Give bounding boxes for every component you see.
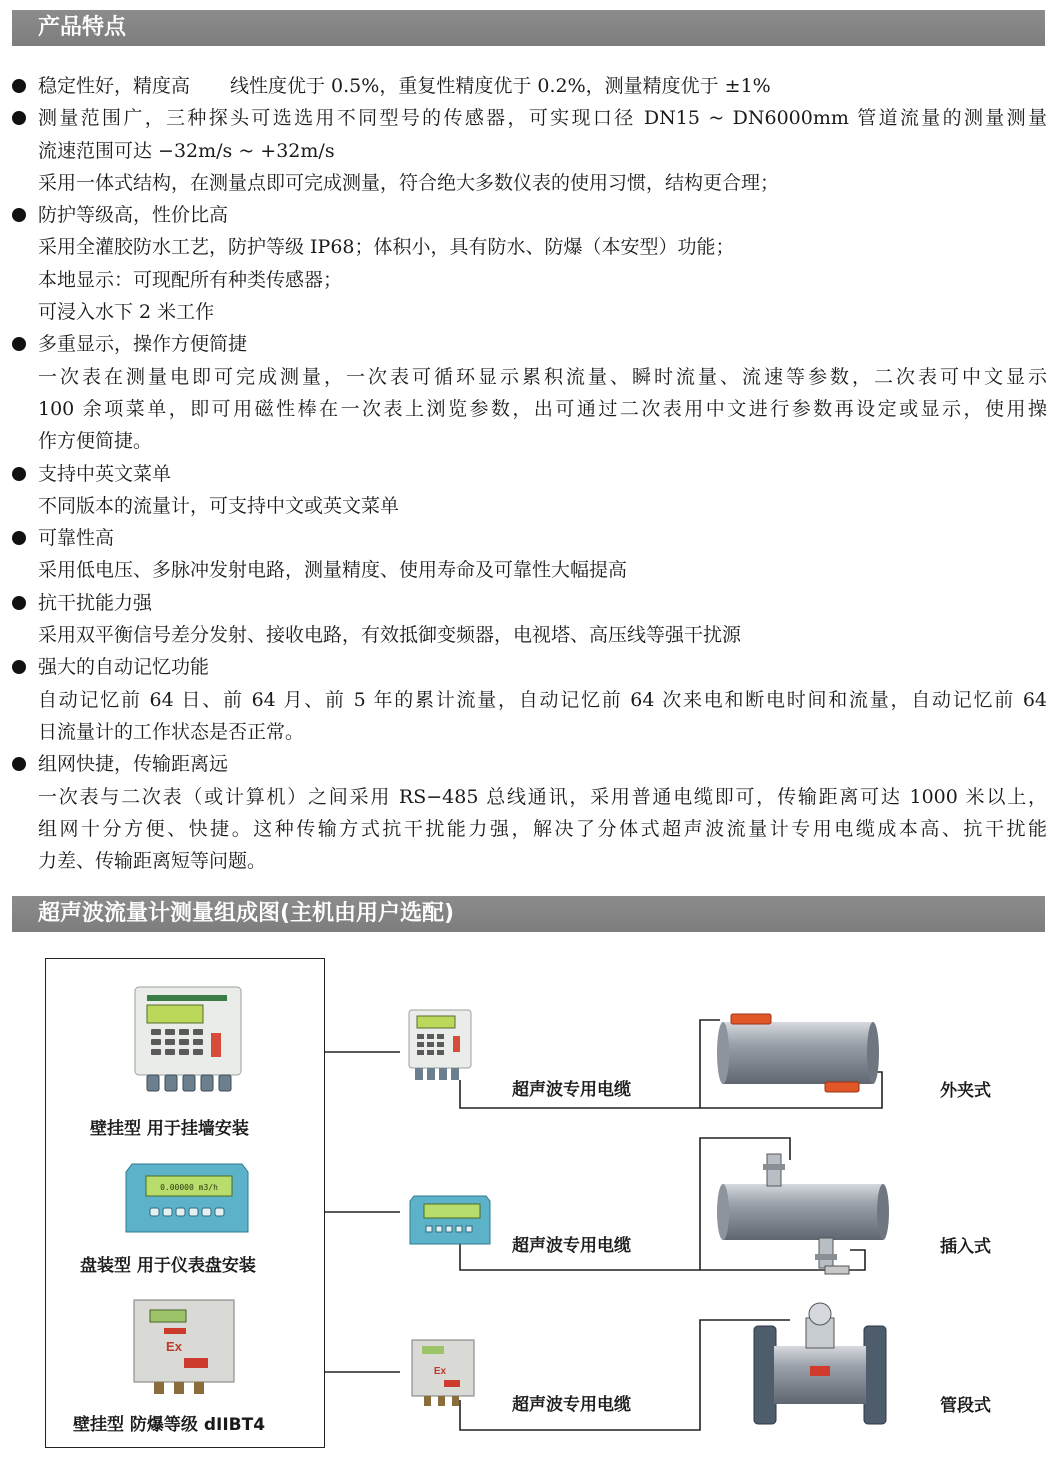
cable-label: 超声波专用电缆 [512,1395,631,1415]
explosion-proof-meter-small [410,1338,476,1410]
feature-detail: 采用一体式结构，在测量点即可完成测量，符合绝大多数仪表的使用习惯，结构更合理； [38,171,780,194]
feature-detail: 线性度优于 0.5%，重复性精度优于 0.2%，测量精度优于 ±1% [230,75,771,97]
feature-detail: 采用全灌胶防水工艺，防护等级 IP68；体积小，具有防水、防爆（本安型）功能； [38,236,735,259]
section-title: 产品特点 [38,15,127,40]
feature-detail: 不同版本的流量计，可支持中文或英文菜单 [38,494,400,517]
cable-label: 超声波专用电缆 [512,1236,631,1256]
feature-detail: 流速范围可达 −32m/s ~ +32m/s [38,139,335,162]
feature-title: 稳定性好，精度高 [38,75,191,97]
feature-heading: 测量范围广，三种探头可选选用不同型号的传感器，可实现口径 DN15 ~ DN6000mm 管道流量的测量测量 [12,102,1047,134]
feature-heading: 可靠性高 [12,522,1047,554]
explosion-proof-caption: 壁挂型 防爆等级 dIIBT4 [73,1415,266,1435]
inline-type-label: 管段式 [940,1396,991,1416]
section-title: 超声波流量计测量组成图(主机由用户选配) [38,901,455,926]
ex-mark: Ex [166,1339,182,1354]
wall-mount-meter-small [407,1008,473,1084]
feature-detail: 组网十分方便、快捷。这种传输方式抗干扰能力强，解决了分体式超声波流量计专用电缆成本高、抗干扰能 [38,817,1047,840]
feature-heading [12,70,1047,102]
feature-heading: 支持中英文菜单 [12,458,1047,490]
section-header-diagram [12,896,1045,932]
feature-detail: 日流量计的工作状态是否正常。 [38,720,305,743]
cable-label: 超声波专用电缆 [512,1080,631,1100]
feature-detail: 100 余项菜单，即可用磁性棒在一次表上浏览参数，出可通过二次表用中文进行参数再设定或显示，使用操 [38,397,1047,420]
insertion-type-label: 插入式 [940,1237,991,1257]
feature-list [12,70,1047,877]
panel-meter-image [122,1158,252,1238]
feature-detail: 采用低电压、多脉冲发射电路，测量精度、使用寿命及可靠性大幅提高 [38,559,628,582]
feature-detail: 采用双平衡信号差分发射、接收电路，有效抵御变频器，电视塔、高压线等强干扰源 [38,624,742,647]
clamp-on-pipe-image [715,1008,895,1098]
ex-mark-small: Ex [433,1366,447,1377]
wall-mount-meter-image [133,985,243,1100]
clamp-on-type-label: 外夹式 [940,1081,991,1101]
feature-heading: 防护等级高，性价比高 [12,199,1047,231]
feature-detail: 一次表与二次表（或计算机）之间采用 RS−485 总线通讯，采用普通电缆即可，传输距离可达 1000 米以上， [38,785,1047,808]
feature-detail: 作方便简捷。 [38,430,153,453]
feature-heading: 多重显示，操作方便简捷 [12,328,1047,360]
feature-detail: 可浸入水下 2 米工作 [38,301,215,324]
panel-meter-small [408,1192,492,1248]
feature-detail: 力差、传输距离短等问题。 [38,850,267,873]
insertion-pipe-image [715,1150,895,1280]
section-header-features [12,10,1045,46]
feature-detail: 一次表在测量电即可完成测量，一次表可循环显示累积流量、瞬时流量、流速等参数，二次表可中文显示 [38,365,1047,388]
feature-heading: 抗干扰能力强 [12,587,1047,619]
feature-detail: 本地显示：可现配所有种类传感器； [38,268,343,291]
screen-readout: 0.00000 m3/h [160,1183,218,1192]
explosion-proof-meter-image [130,1296,240,1401]
wall-mount-caption: 壁挂型 用于挂墙安装 [90,1119,249,1139]
feature-detail: 自动记忆前 64 日、前 64 月、前 5 年的累计流量，自动记忆前 64 次来电和断电时间和流量，自动记忆前 64 [38,688,1047,711]
feature-heading: 组网快捷，传输距离远 [12,748,1047,780]
inline-spool-pipe-image [750,1300,890,1430]
feature-heading: 强大的自动记忆功能 [12,651,1047,683]
panel-mount-caption: 盘装型 用于仪表盘安装 [80,1256,256,1276]
